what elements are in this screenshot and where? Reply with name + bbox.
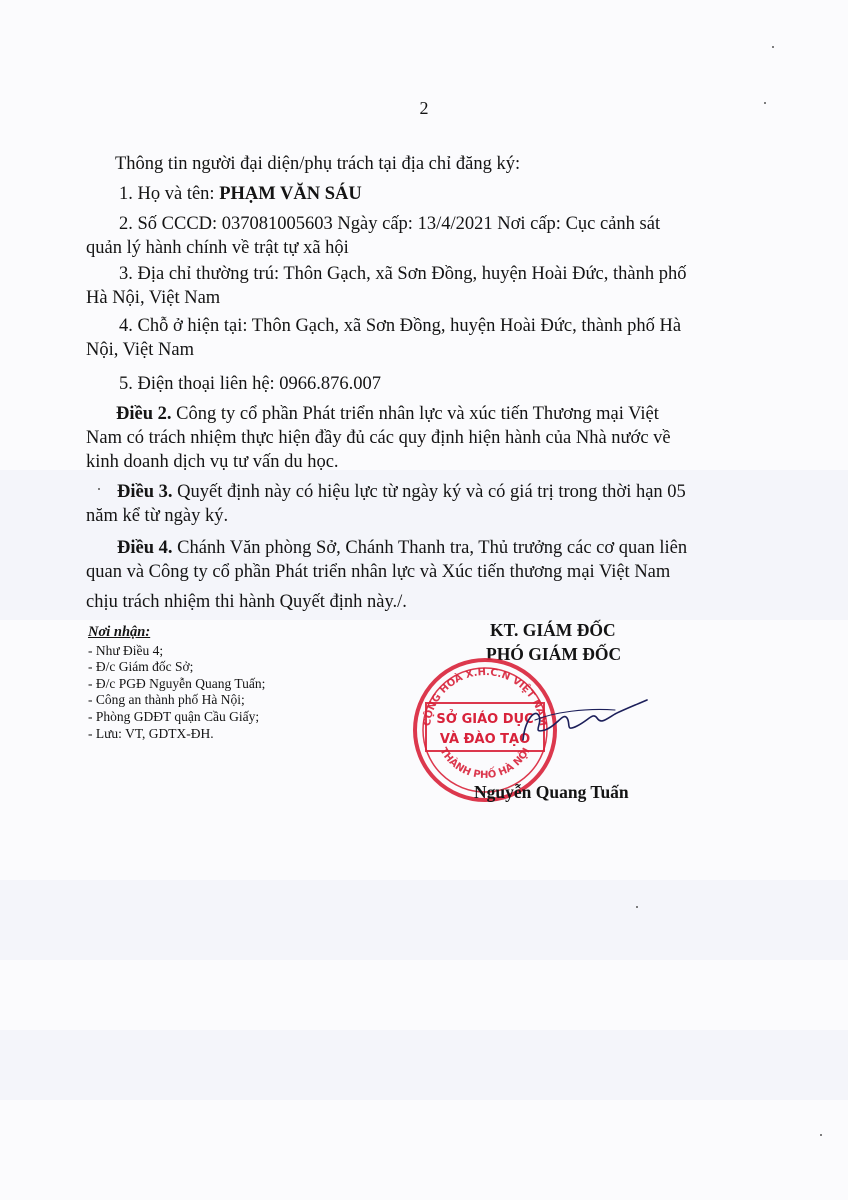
scan-speck [98, 488, 100, 490]
item-name-label: 1. Họ và tên: [119, 184, 220, 204]
article-4-line-3: chịu trách nhiệm thi hành Quyết định này./. [86, 592, 407, 612]
recipient-item: - Phòng GDĐT quận Cầu Giấy; [88, 708, 260, 724]
scan-speck [636, 906, 638, 908]
scan-band [0, 1030, 848, 1100]
recipient-item: - Công an thành phố Hà Nội; [88, 692, 245, 708]
article-2-line-3: kinh doanh dịch vụ tư vấn du học. [86, 452, 339, 472]
recipients-block [88, 624, 265, 742]
article-2-text: Công ty cổ phần Phát triển nhân lực và xúc tiến Thương mại Việt [171, 404, 659, 424]
item-name [119, 182, 362, 206]
item-phone: 5. Điện thoại liên hệ: 0966.876.007 [119, 374, 382, 394]
scan-speck [772, 46, 774, 48]
article-3-label: Điều 3. [117, 482, 173, 502]
article-4-line-1 [117, 536, 687, 560]
item-address-cont: Hà Nội, Việt Nam [86, 288, 221, 308]
article-3-line-1 [117, 480, 686, 504]
article-4-text: Chánh Văn phòng Sở, Chánh Thanh tra, Thủ trưởng các cơ quan liên [172, 538, 688, 558]
item-residence-cont: Nội, Việt Nam [86, 340, 194, 360]
seal-center-line-1: SỞ GIÁO DỤC [436, 712, 534, 727]
article-2-line-2: Nam có trách nhiệm thực hiện đầy đủ các quy định hiện hành của Nhà nước về [86, 428, 671, 448]
recipient-item: - Đ/c PGĐ Nguyễn Quang Tuấn; [88, 675, 266, 691]
article-4-label: Điều 4. [117, 538, 173, 558]
recipients-title: Nơi nhận: [88, 624, 151, 640]
person-name: PHẠM VĂN SÁU [219, 184, 362, 204]
scan-speck [820, 1134, 822, 1136]
scan-band [0, 880, 848, 960]
signature-title-2: PHÓ GIÁM ĐỐC [486, 644, 622, 664]
seal-ring-bottom: THÀNH PHỐ HÀ NỘI [437, 746, 533, 782]
recipient-item: - Lưu: VT, GDTX-ĐH. [88, 725, 214, 741]
handwritten-signature [505, 690, 655, 750]
article-4-line-2: quan và Công ty cổ phần Phát triển nhân lực và Xúc tiến thương mại Việt Nam [86, 562, 671, 582]
signer-name: Nguyễn Quang Tuấn [474, 782, 629, 802]
page-number: 2 [419, 98, 429, 118]
item-residence: 4. Chỗ ở hiện tại: Thôn Gạch, xã Sơn Đồng, huyện Hoài Đức, thành phố Hà [119, 316, 682, 336]
item-id-cont: quản lý hành chính về trật tự xã hội [86, 238, 349, 258]
article-3-line-2: năm kể từ ngày ký. [86, 506, 229, 526]
seal-ring-top: CỘNG HOÀ X.H.C.N VIỆT NAM [422, 666, 549, 727]
article-3-text: Quyết định này có hiệu lực từ ngày ký và có giá trị trong thời hạn 05 [172, 482, 686, 502]
seal-center-line-2: VÀ ĐÀO TẠO [439, 732, 531, 747]
item-id: 2. Số CCCD: 037081005603 Ngày cấp: 13/4/2021 Nơi cấp: Cục cảnh sát [119, 214, 661, 234]
intro-text: Thông tin người đại diện/phụ trách tại địa chỉ đăng ký: [115, 154, 521, 174]
recipient-item: - Như Điều 4; [88, 642, 164, 658]
item-address: 3. Địa chỉ thường trú: Thôn Gạch, xã Sơn Đồng, huyện Hoài Đức, thành phố [119, 264, 687, 284]
signature-title-1: KT. GIÁM ĐỐC [490, 620, 616, 640]
article-2-line-1 [116, 402, 659, 426]
recipient-item: - Đ/c Giám đốc Sở; [88, 659, 194, 675]
article-2-label: Điều 2. [116, 404, 172, 424]
